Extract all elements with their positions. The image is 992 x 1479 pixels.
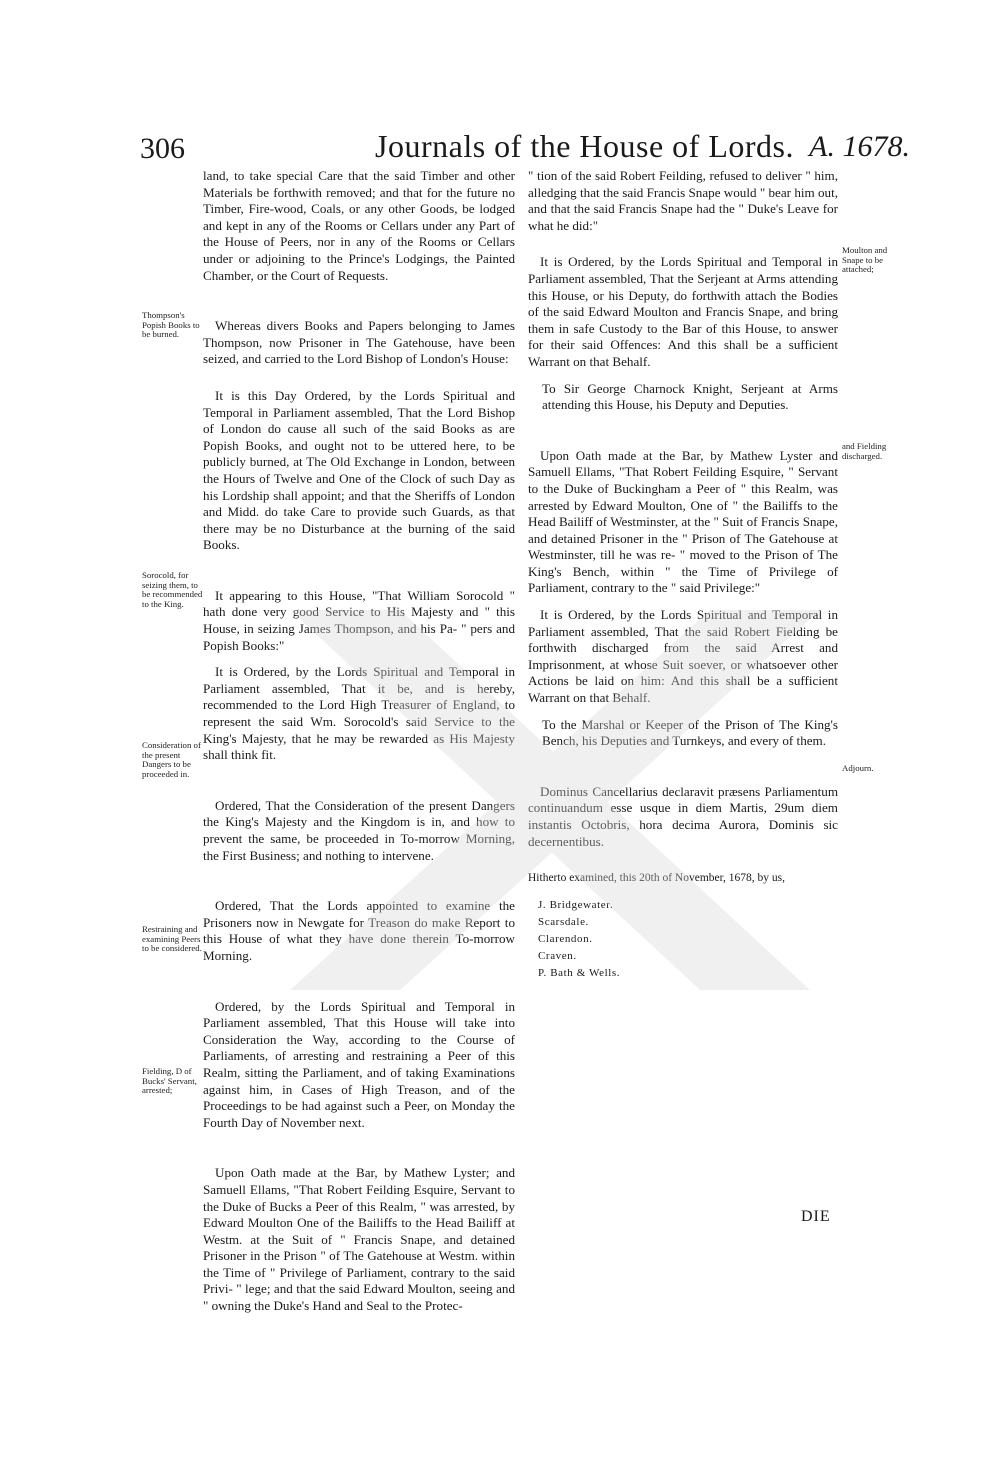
examination-note: Hitherto examined, this 20th of November, 1678, by us, (528, 872, 785, 885)
signature: Craven. (538, 949, 577, 962)
paragraph: Ordered, by the Lords Spiritual and Temporal in Parliament assembled, That this House will take into Consideration the Way, according to the Course of Parliaments, of arresting and restraining a Peer of this Realm, sitting the Parliament, and of taking Examinations against him, in Cases of High Treason, and of the Proceedings to be had against such a Peer, on Monday the Fourth Day of November next. (203, 998, 515, 1130)
paragraph: It is this Day Ordered, by the Lords Spiritual and Temporal in Parliament assembled, That the Lord Bishop of London do cause all such of the said Books as are Popish Books, and ought not to be uttered here, to be publicly burned, at The Old Exchange in London, between the Hours of Twelve and One of the Clock of such Day as his Lordship shall appoint; and that the Sheriffs of London and Midd. do take Care to provide such Guards, as that there may be no Disturbance at the burning of the said Books. (203, 387, 515, 553)
signature: J. Bridgewater. (538, 898, 614, 911)
paragraph: " tion of the said Robert Feilding, refused to deliver " him, alledging that the said Francis Snape would " bear him out, and that the said Francis Snape had the " Duke's Leave for what he did:" (528, 168, 838, 233)
page-title: Journals of the House of Lords. (375, 128, 794, 164)
signature-list (528, 897, 838, 982)
paragraph: It is Ordered, by the Lords Spiritual and Temporal in Parliament assembled, That it be, and is hereby, recommended to the Lord High Treasurer of England, to represent the said Wm. Sorocold's said Service to the King's Majesty, that he may be rewarded as His Majesty shall think fit. (203, 664, 515, 763)
warrant-direction: To Sir George Charnock Knight, Serjeant at Arms attending this House, his Deputy and Deputies. (542, 380, 838, 413)
margin-note-peers: Restraining and examining Peers to be considered. (142, 924, 202, 954)
signature: Clarendon. (538, 932, 593, 945)
catchword: DIE (801, 1208, 831, 1225)
margin-note-thompson: Thompson's Popish Books to be burned. (142, 310, 200, 340)
left-column (203, 168, 515, 1315)
paragraph: It is Ordered, by the Lords Spiritual and Temporal in Parliament assembled, That the Serjeant at Arms attending this House, or his Deputy, do forthwith attach the Bodies of the said Edward Moulton and Francis Snape, and bring them in safe Custody to the Bar of this House, to answer for their said Offences: And this shall be a sufficient Warrant on that Behalf. (528, 254, 838, 369)
paragraph: It is Ordered, by the Lords Spiritual and Temporal in Parliament assembled, That the said Robert Fielding be forthwith discharged from the said Arrest and Imprisonment, at whose Suit soever, or whatsoever other Actions be laid on him: And this shall be a sufficient Warrant on that Behalf. (528, 607, 838, 706)
page-header (140, 128, 910, 172)
signature: P. Bath & Wells. (538, 966, 621, 979)
margin-note-adjourn: Adjourn. (842, 763, 874, 773)
margin-note-dangers: Consideration of the present Dangers to be proceeded in. (142, 740, 201, 779)
right-column (528, 168, 838, 982)
page-year: A. 1678. (809, 130, 910, 163)
signature: Scarsdale. (538, 915, 589, 928)
paragraph: Whereas divers Books and Papers belonging to James Thompson, now Prisoner in The Gatehouse, have been seized, and carried to the Lord Bishop of London's House: (203, 318, 515, 367)
warrant-direction: To the Marshal or Keeper of the Prison of The King's Bench, his Deputies and Turnkeys, and every of them. (542, 716, 838, 749)
paragraph: Upon Oath made at the Bar, by Mathew Lyster; and Samuell Ellams, "That Robert Feilding Esquire, Servant to the Duke of Bucks a Peer of this Realm, " was arrested, by Edward Moulton One of the Bailiffs to the Head Bailiff at Westm. at the Suit of " Francis Snape, and detained Prisoner in the Prison " of The Gatehouse at Westm. within the Time of " Privilege of Parliament, contrary to the said Privi- " lege; and that the said Edward Moulton, seeing and " owning the Duke's Hand and Seal to the Protec- (203, 1165, 515, 1314)
paragraph: Ordered, That the Consideration of the present Dangers the King's Majesty and the Kingdom is in, and how to prevent the same, be proceeded in To-morrow Morning, the First Business; and nothing to intervene. (203, 797, 515, 863)
paragraph: Dominus Cancellarius declaravit præsens Parliamentum continuandum esse usque in diem Martis, 29um diem instantis Octobris, hora decima Aurora, Dominis sic decernentibus. (528, 783, 838, 849)
paragraph: land, to take special Care that the said Timber and other Materials be forthwith removed; and that for the future no Timber, Fire-wood, Coals, or any other Goods, be lodged and kept in any of the Rooms or Cellars under any Part of the House of Peers, nor in any of the Rooms or Cellars under or adjoining to the Prince's Lodgings, the Painted Chamber, or the Court of Requests. (203, 168, 515, 283)
margin-note-discharged: and Fielding discharged. (842, 441, 887, 461)
paragraph: It appearing to this House, "That William Sorocold " hath done very good Service to His Majesty and " this House, in seizing James Thompson, and his Pa- " pers and Popish Books:" (203, 587, 515, 653)
margin-note-moulton: Moulton and Snape to be attached; (842, 245, 888, 275)
margin-note-fielding: Fielding, D of Bucks' Servant, arrested; (142, 1066, 197, 1096)
paragraph: Ordered, That the Lords appointed to examine the Prisoners now in Newgate for Treason do make Report to this House of what they have done therein To-morrow Morning. (203, 898, 515, 963)
margin-note-sorocold: Sorocold, for seizing them, to be recommended to the King. (142, 570, 203, 609)
paragraph: Upon Oath made at the Bar, by Mathew Lyster and Samuell Ellams, "That Robert Feilding Esquire, " Servant to the Duke of Buckingham a Peer of " this Realm, was arrested by Edward Moulton, One of " the Bailiffs to the Head Bailiff of Westminster, at the " Suit of Francis Snape, and detained Prisoner in the " Prison of The Gatehouse at Westminster, till he was re- " moved to the Prison of The King's Bench, within " the Time of Privilege of Parliament, contrary to the " said Privilege:" (528, 447, 838, 596)
page-number: 306 (140, 132, 185, 165)
